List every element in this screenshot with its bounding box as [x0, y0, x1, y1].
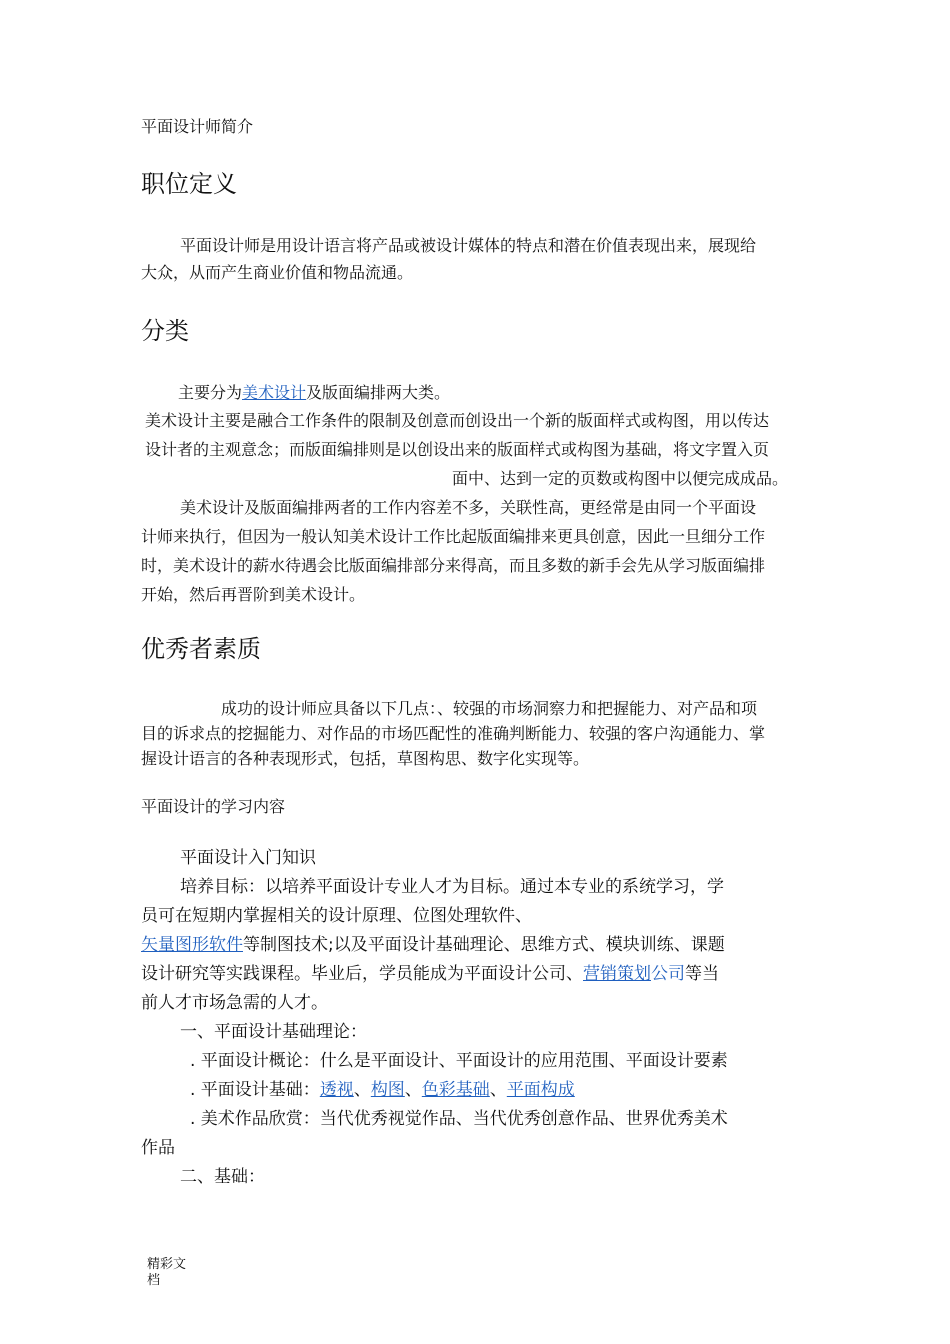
paragraph-line: 目的诉求点的挖掘能力、对作品的市场匹配性的准确判断能力、较强的客户沟通能力、掌	[141, 724, 766, 743]
link-perspective[interactable]: 透视	[319, 1080, 354, 1100]
paragraph-line: 握设计语言的各种表现形式，包括，草图构思、数字化实现等。	[141, 749, 590, 768]
paragraph-line: 员可在短期内掌握相关的设计原理、位图处理软件、	[141, 906, 532, 926]
list-heading-basics: 二、基础：	[180, 1167, 265, 1187]
paragraph-line: 美术设计主要是融合工作条件的限制及创意而创设出一个新的版面样式或构图，用以传达	[145, 411, 770, 430]
paragraph-line: 成功的设计师应具备以下几点：、较强的市场洞察力和把握能力、对产品和项	[221, 699, 758, 718]
heading-excellent-qualities: 优秀者素质	[141, 635, 261, 663]
list-heading-basic-theory: 一、平面设计基础理论：	[180, 1022, 367, 1042]
link-color-basics[interactable]: 色彩基础	[421, 1080, 490, 1100]
paragraph-line: 平面设计师是用设计语言将产品或被设计媒体的特点和潜在价值表现出来，展现给	[180, 236, 757, 255]
link-marketing-planning[interactable]: 营销策划	[583, 964, 651, 984]
paragraph-line: 设计者的主观意念；而版面编排则是以创设出来的版面样式或构图为基础，将文字置入页	[145, 440, 770, 459]
paragraph-line: 面中、达到一定的页数或构图中以便完成成品。	[452, 469, 789, 488]
link-composition[interactable]: 构图	[370, 1080, 405, 1100]
paragraph-line: 开始，然后再晋阶到美术设计。	[141, 585, 366, 604]
paragraph-line: 大众，从而产生商业价值和物品流通。	[141, 263, 414, 282]
heading-classification: 分类	[141, 317, 189, 345]
paragraph-line	[178, 380, 450, 403]
link-company[interactable]: 公司	[651, 964, 685, 984]
paragraph-line	[141, 930, 725, 955]
separator: 、	[404, 1080, 422, 1100]
text: . 平面设计基础：	[190, 1080, 320, 1100]
footer-note	[147, 1257, 186, 1289]
list-item: . 平面设计概论：什么是平面设计、平面设计的应用范围、平面设计要素	[190, 1051, 728, 1071]
text: 设计研究等实践课程。毕业后，学员能成为平面设计公司、	[141, 964, 583, 984]
paragraph-line: 前人才市场急需的人才。	[141, 993, 328, 1013]
paragraph-line: 时，美术设计的薪水待遇会比版面编排部分来得高，而且多数的新手会先从学习版面编排	[141, 556, 766, 575]
paragraph-line	[141, 959, 719, 984]
list-item	[190, 1075, 575, 1100]
link-art-design[interactable]: 美术设计	[242, 383, 307, 402]
separator: 、	[489, 1080, 507, 1100]
list-item-continuation: 作品	[141, 1138, 175, 1158]
heading-position-definition: 职位定义	[141, 170, 237, 198]
link-plane-composition[interactable]: 平面构成	[506, 1080, 575, 1100]
paragraph-line: 培养目标：以培养平面设计专业人才为目标。通过本专业的系统学习，学	[180, 877, 724, 897]
separator: 、	[353, 1080, 371, 1100]
paragraph-line: 美术设计及版面编排两者的工作内容差不多，关联性高，更经常是由同一个平面设	[180, 498, 757, 517]
list-item: . 美术作品欣赏：当代优秀视觉作品、当代优秀创意作品、世界优秀美术	[190, 1109, 728, 1129]
footer-line: 档	[147, 1273, 161, 1288]
subheading-intro-knowledge: 平面设计入门知识	[180, 848, 316, 868]
intro-title: 平面设计师简介	[141, 117, 254, 136]
footer-line: 精彩文	[147, 1257, 187, 1272]
text: 等当	[685, 964, 719, 984]
link-vector-software[interactable]: 矢量图形软件	[141, 935, 243, 955]
heading-learning-content: 平面设计的学习内容	[141, 797, 286, 816]
text: 及版面编排两大类。	[306, 383, 451, 402]
paragraph-line: 计师来执行，但因为一般认知美术设计工作比起版面编排来更具创意，因此一旦细分工作	[141, 527, 766, 546]
text: 等制图技术;以及平面设计基础理论、思维方式、模块训练、课题	[243, 935, 725, 955]
text: 主要分为	[178, 383, 243, 402]
